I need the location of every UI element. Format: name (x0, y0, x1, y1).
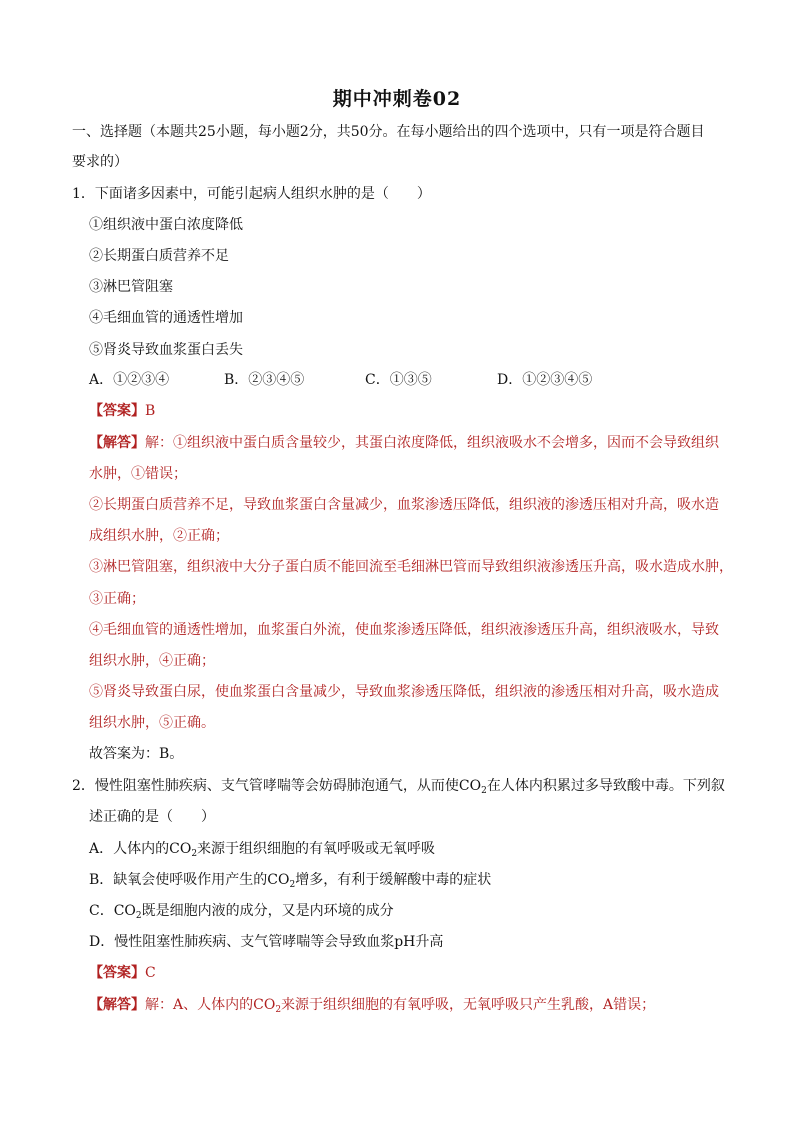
subscript: 2 (191, 849, 198, 859)
q1-item-4: ④毛细血管的通透性增加 (89, 310, 243, 326)
q1-analysis-line8: 组织水肿，④正确； (89, 653, 215, 669)
q1-analysis-line9: ⑤肾炎导致蛋白尿，使血浆蛋白含量减少，导致血浆渗透压降低，组织液的渗透压相对升高，吸水造成 (89, 684, 719, 700)
page-title: 期中冲刺卷02 (332, 88, 462, 110)
q2-analysis-line1 (89, 995, 655, 1015)
q1-option-a: A．①②③④ (89, 372, 170, 388)
option-text: B．缺氧会使呼吸作用产生的CO (89, 872, 290, 888)
answer-value: C (145, 965, 156, 981)
q1-stem: 1．下面诸多因素中，可能引起病人组织水肿的是（ ） (72, 186, 431, 202)
analysis-label: 【解答】 (89, 435, 145, 451)
analysis-label: 【解答】 (89, 997, 145, 1013)
option-text: C．CO (89, 903, 136, 919)
q2-stem-line1 (72, 776, 725, 796)
subscript: 2 (289, 880, 296, 890)
answer-label: 【答案】 (89, 403, 145, 419)
q1-analysis-line10: 组织水肿，⑤正确。 (89, 715, 215, 731)
q2-option-b (89, 870, 491, 890)
subscript: 2 (481, 786, 487, 796)
q1-option-d: D．①②③④⑤ (497, 372, 593, 388)
q1-conclusion: 故答案为：B。 (89, 746, 184, 762)
q1-item-3: ③淋巴管阻塞 (89, 279, 173, 295)
q1-analysis-line4: 成组织水肿，②正确； (89, 528, 229, 544)
section-heading-line2: 要求的） (72, 154, 128, 170)
q2-stem-text-a: 2．慢性阻塞性肺疾病、支气管哮喘等会妨碍肺泡通气，从而使CO (72, 778, 482, 794)
q1-item-1: ①组织液中蛋白浓度降低 (89, 217, 243, 233)
q2-answer (89, 963, 156, 983)
q2-option-d: D．慢性阻塞性肺疾病、支气管哮喘等会导致血浆pH升高 (89, 934, 444, 950)
q1-analysis-line5: ③淋巴管阻塞，组织液中大分子蛋白质不能回流至毛细淋巴管而导致组织液渗透压升高，吸水造成水肿， (89, 559, 733, 575)
answer-value: B (145, 403, 156, 419)
q1-item-5: ⑤肾炎导致血浆蛋白丢失 (89, 342, 243, 358)
option-text: 增多，有利于缓解酸中毒的症状 (295, 872, 492, 888)
option-text: 来源于组织细胞的有氧呼吸或无氧呼吸 (197, 841, 436, 857)
analysis-text: 来源于组织细胞的有氧呼吸，无氧呼吸只产生乳酸，A错误； (281, 997, 656, 1013)
q1-analysis-line1 (89, 433, 719, 453)
q1-analysis-line3: ②长期蛋白质营养不足，导致血浆蛋白含量减少，血浆渗透压降低，组织液的渗透压相对升高，吸水造 (89, 497, 719, 513)
q2-stem-text-b: 在人体内积累过多导致酸中毒。下列叙 (486, 778, 725, 794)
option-text: A．人体内的CO (89, 841, 192, 857)
subscript: 2 (135, 911, 142, 921)
q2-stem-line2: 述正确的是（ ） (89, 809, 215, 825)
section-heading-line1: 一、选择题（本题共25小题，每小题2分，共50分。在每小题给出的四个选项中，只有一项是符合题目 (72, 124, 705, 140)
q1-option-b: B．②③④⑤ (224, 372, 305, 388)
q1-item-2: ②长期蛋白质营养不足 (89, 248, 229, 264)
q1-analysis-line7: ④毛细血管的通透性增加，血浆蛋白外流，使血浆渗透压降低，组织液渗透压升高，组织液吸水，导致 (89, 622, 719, 638)
subscript: 2 (275, 1005, 282, 1015)
q2-option-a (89, 839, 435, 859)
option-text: 既是细胞内液的成分，又是内环境的成分 (141, 903, 394, 919)
q1-analysis-line6: ③正确； (89, 591, 145, 607)
q1-option-c: C．①③⑤ (365, 372, 432, 388)
q1-analysis-line2: 水肿，①错误； (89, 466, 187, 482)
answer-label: 【答案】 (89, 965, 145, 981)
q2-option-c (89, 901, 394, 921)
q1-answer (89, 401, 155, 421)
analysis-text: 解：①组织液中蛋白质含量较少，其蛋白浓度降低，组织液吸水不会增多，因而不会导致组织 (145, 435, 719, 451)
analysis-text: 解：A、人体内的CO (145, 997, 276, 1013)
